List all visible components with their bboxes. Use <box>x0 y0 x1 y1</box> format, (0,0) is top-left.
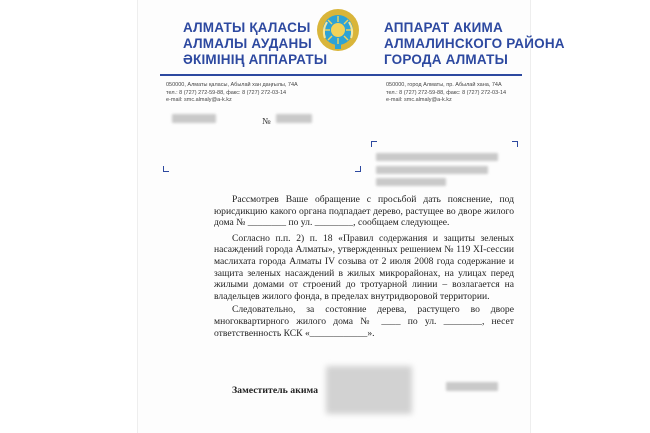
address-left-line: 050000, Алматы қаласы, Абылай хан даңғылы, 74А <box>166 82 298 88</box>
outgoing-number-sign: № <box>262 116 271 126</box>
address-right-line: 050000, город Алматы, пр. Абылай хана, 74А <box>386 82 502 88</box>
address-right-line: e-mail: smc.almaly@a-k.kz <box>386 97 452 103</box>
address-right-line: тел.: 8 (727) 272-59-88, факс: 8 (727) 272-03-14 <box>386 89 507 96</box>
address-left-line: тел.: 8 (727) 272-59-88, факс: 8 (727) 272-03-14 <box>166 89 287 96</box>
address-corner-mark <box>355 166 361 172</box>
letter-body <box>214 194 514 339</box>
redacted-recipient <box>376 153 498 161</box>
signature-title: Заместитель акима <box>232 385 318 396</box>
redacted-date <box>172 114 216 123</box>
redacted-number <box>276 114 312 123</box>
address-right <box>386 82 506 105</box>
header-right-line: АЛМАЛИНСКОГО РАЙОНА <box>384 36 565 51</box>
address-left <box>166 82 298 105</box>
paragraph: Следовательно, за состояние дерева, растущего во дворе многоквартирного жилого дома № ____ по ул. ________, несет ответственность КСК «____________». <box>214 304 514 339</box>
paragraph: Согласно п.п. 2) п. 18 «Правил содержания и защиты зеленых насаждений города Алматы», утвержденных решением № 119 XI-сессии маслихата города Алматы IV созыва от 2 июля 2008 года содержание и защита зеленых насаждений в жилых микрорайонах, на улицах перед жилыми домами от строений до тротуарной линии – возлагается на владельцев жилого фонда, в пределах внутридворовой территории. <box>214 232 514 302</box>
address-left-line: e-mail: smc.almaly@a-k.kz <box>166 97 232 103</box>
redacted-recipient <box>376 166 488 174</box>
kazakhstan-emblem-icon <box>316 8 360 52</box>
header-divider <box>160 74 522 76</box>
address-corner-mark <box>371 141 377 147</box>
redacted-recipient <box>376 178 446 186</box>
redacted-signature <box>326 366 412 414</box>
header-right-line: АППАРАТ АКИМА <box>384 20 503 35</box>
header-right-line: ГОРОДА АЛМАТЫ <box>384 52 509 67</box>
header-left-line: АЛМАЛЫ АУДАНЫ <box>183 36 312 51</box>
header-left-line: АЛМАТЫ ҚАЛАСЫ <box>183 20 311 35</box>
header-left <box>183 20 327 68</box>
redacted-signatory-name <box>446 382 498 391</box>
header-right <box>384 20 565 68</box>
paragraph: Рассмотрев Ваше обращение с просьбой дать пояснение, под юрисдикцию какого органа подпадает дерево, растущее во дворе жилого дома № ________ по ул. ________, сообщаем следующее. <box>214 194 514 229</box>
address-corner-mark <box>163 166 169 172</box>
address-corner-mark <box>512 141 518 147</box>
header-left-line: ӘКІМІНІҢ АППАРАТЫ <box>183 52 328 67</box>
